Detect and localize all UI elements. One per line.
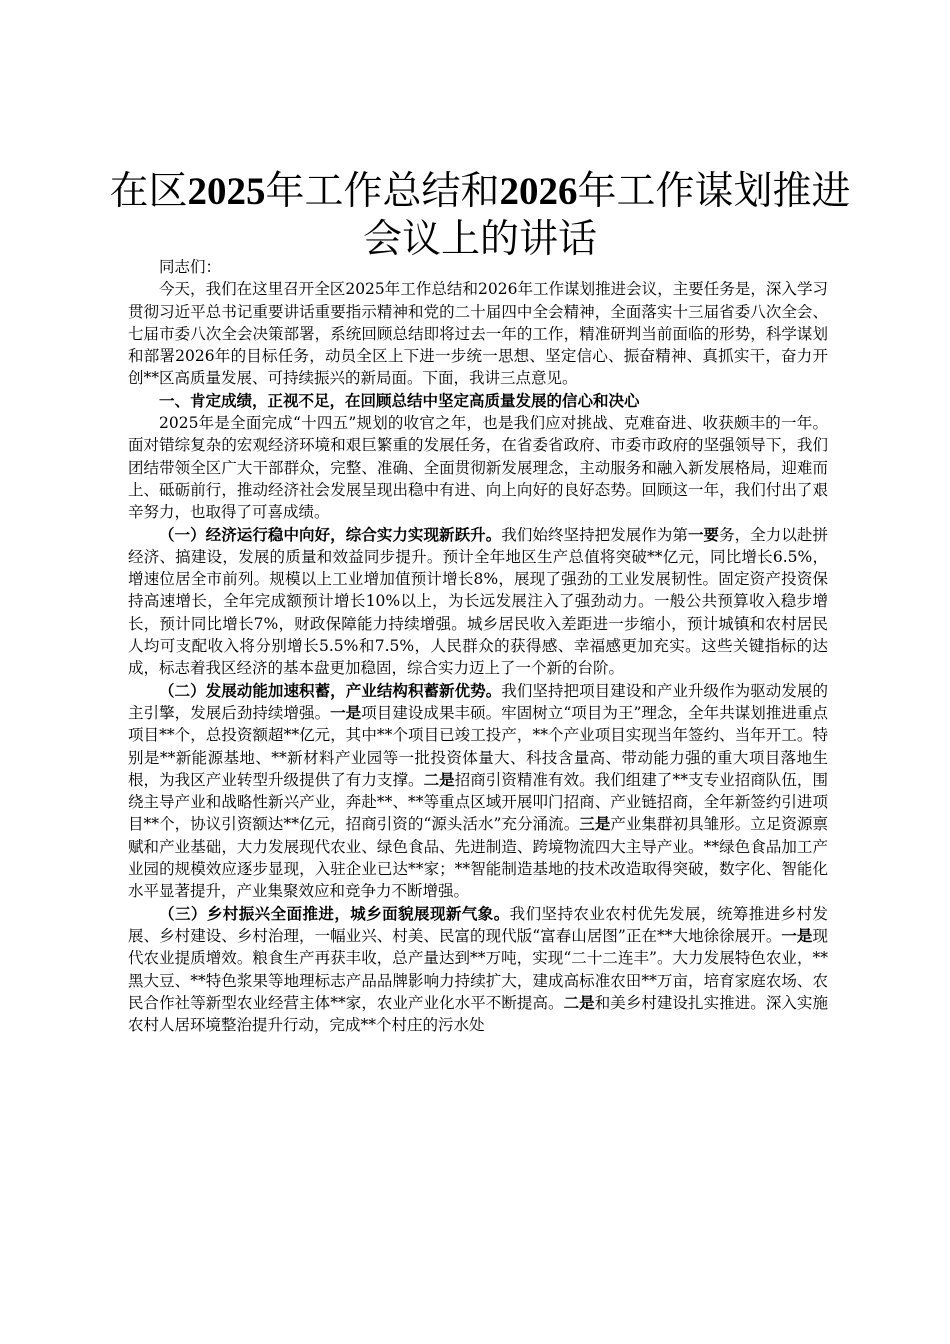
paragraph-text: 和美乡村建设扎实推进。深入实施农村人居环境整治提升行动，完成**个村庄的污水处: [128, 993, 828, 1035]
keyword-first: 一是: [781, 925, 813, 945]
paragraph-rural: [128, 903, 828, 1037]
paragraph-industry: [128, 680, 828, 903]
title-year: 2026: [499, 170, 578, 213]
subheading-economy: （一）经济运行稳中向好，综合实力实现新跃升。: [159, 524, 502, 544]
title-line-1: [100, 168, 860, 216]
intro-paragraph: 今天，我们在这里召开全区2025年工作总结和2026年工作谋划推进会议，主要任务是，深入学习贯彻习近平总书记重要讲话重要指示精神和党的二十届四中全会精神，全面落实十三届省委八次全会、七届市委八次全会决策部署，系统回顾总结即将过去一年的工作，精准研判当前面临的形势，科学谋划和部署2026年的目标任务，动员全区上下进一步统一思想、坚定信心、振奋精神、真抓实干，奋力开创**区高质量发展、可持续振兴的新局面。下面，我讲三点意见。: [128, 280, 828, 388]
keyword-third: 三是: [579, 814, 611, 834]
paragraph-text: 项目建设成果丰硕。牢固树立“项目为王”理念，全年共谋划推进重点项目**个，总投资额超**亿元，其中**个项目已竣工投产，**个产业项目实现当年签约、当年开工。特别是**新能源基地、**新材料产业园等一批投资体量大、科技含量高、带动能力强的重大项目落地生根，为我区产业转型升级提供了有力支撑。: [128, 703, 828, 789]
paragraph-text: 招商引资精准有效。我们组建了**支专业招商队伍，围绕主导产业和战略性新兴产业，奔赴**、**等重点区域开展叩门招商、产业链招商，全年新签约引进项目**个，协议引资额达**亿元，招商引资的“源头活水”充分涌流。: [128, 770, 828, 834]
paragraph-text: 务，全力以赴拼经济、搞建设，发展的质量和效益同步提升。预计全年地区生产总值将突破**亿元，同比增长6.5%，增速位居全市前列。规模以上工业增加值预计增长8%，展现了强劲的工业发展韧性。固定资产投资保持高速增长，全年完成额预计增长10%以上，为长远发展注入了强劲动力。一般公共预算收入稳步增长，预计同比增长7%，财政保障能力持续增强。城乡居民收入差距进一步缩小，预计城镇和农村居民人均可支配收入将分别增长5.5%和7.5%，人民群众的获得感、幸福感更加充实。这些关键指标的达成，标志着我区经济的基本盘更加稳固，综合实力迈上了一个新的台阶。: [128, 525, 828, 678]
paragraph-economy: [128, 524, 828, 680]
salutation: 同志们：: [159, 258, 222, 276]
subheading-rural: （三）乡村振兴全面推进，城乡面貌展现新气象。: [159, 903, 510, 923]
paragraph-text: 我们坚持把项目建设和产业升级作为驱动发展的主引擎，发展后劲持续增强。: [128, 681, 828, 722]
bold-text: 一要: [687, 524, 720, 544]
keyword-first: 一是: [330, 702, 362, 722]
paragraph-text: 现代农业提质增效。粮食生产再获丰收，总产量达到**万吨，实现“二十二连丰”。大力发展特色农业，**黑大豆、**特色浆果等地理标志产品品牌影响力持续扩大，建成高标准农田**万亩，培育家庭农场、农民合作社等新型农业经营主体**家，农业产业化水平不断提高。: [128, 926, 828, 1012]
title-line-2: 会议上的讲话: [362, 217, 597, 262]
paragraph-text: 我们坚持农业农村优先发展，统筹推进乡村发展、乡村建设、乡村治理，一幅业兴、村美、民富的现代版“富春山居图”正在**大地徐徐展开。: [128, 904, 828, 945]
paragraph-text: 我们始终坚持把发展作为第: [501, 525, 688, 544]
document-body: [128, 256, 828, 1036]
paragraph-2025-review: 2025年是全面完成“十四五”规划的收官之年，也是我们应对挑战、克难奋进、收获颇丰的一年。面对错综复杂的宏观经济环境和艰巨繁重的发展任务，在省委省政府、市委市政府的坚强领导下，我们团结带领全区广大干部群众，完整、准确、全面贯彻新发展理念，主动服务和融入新发展格局，迎难而上、砥砺前行，推动经济社会发展呈现出稳中有进、向上向好的良好态势。回顾这一年，我们付出了艰辛努力，也取得了可喜成绩。: [128, 414, 828, 522]
subheading-industry: （二）发展动能加速积蓄，产业结构积蓄新优势。: [159, 680, 502, 700]
title-text: 年工作谋划推进: [577, 169, 851, 214]
section-heading-1: 一、肯定成绩，正视不足，在回顾总结中坚定高质量发展的信心和决心: [159, 390, 640, 410]
title-text: 在区: [109, 169, 188, 214]
paragraph-text: 产业集群初具雏形。立足资源禀赋和产业基础，大力发展现代农业、绿色食品、先进制造、跨境物流四大主导产业。**绿色食品加工产业园的规模效应逐步显现，入驻企业已达**家；**智能制造基地的技术改造取得突破，数字化、智能化水平显著提升，产业集聚效应和竞争力不断增强。: [128, 815, 828, 901]
page-title: [100, 168, 860, 264]
title-year: 2025: [187, 170, 266, 213]
keyword-second: 二是: [423, 769, 455, 789]
title-text: 年工作总结和: [265, 169, 500, 214]
keyword-second: 二是: [563, 992, 595, 1012]
